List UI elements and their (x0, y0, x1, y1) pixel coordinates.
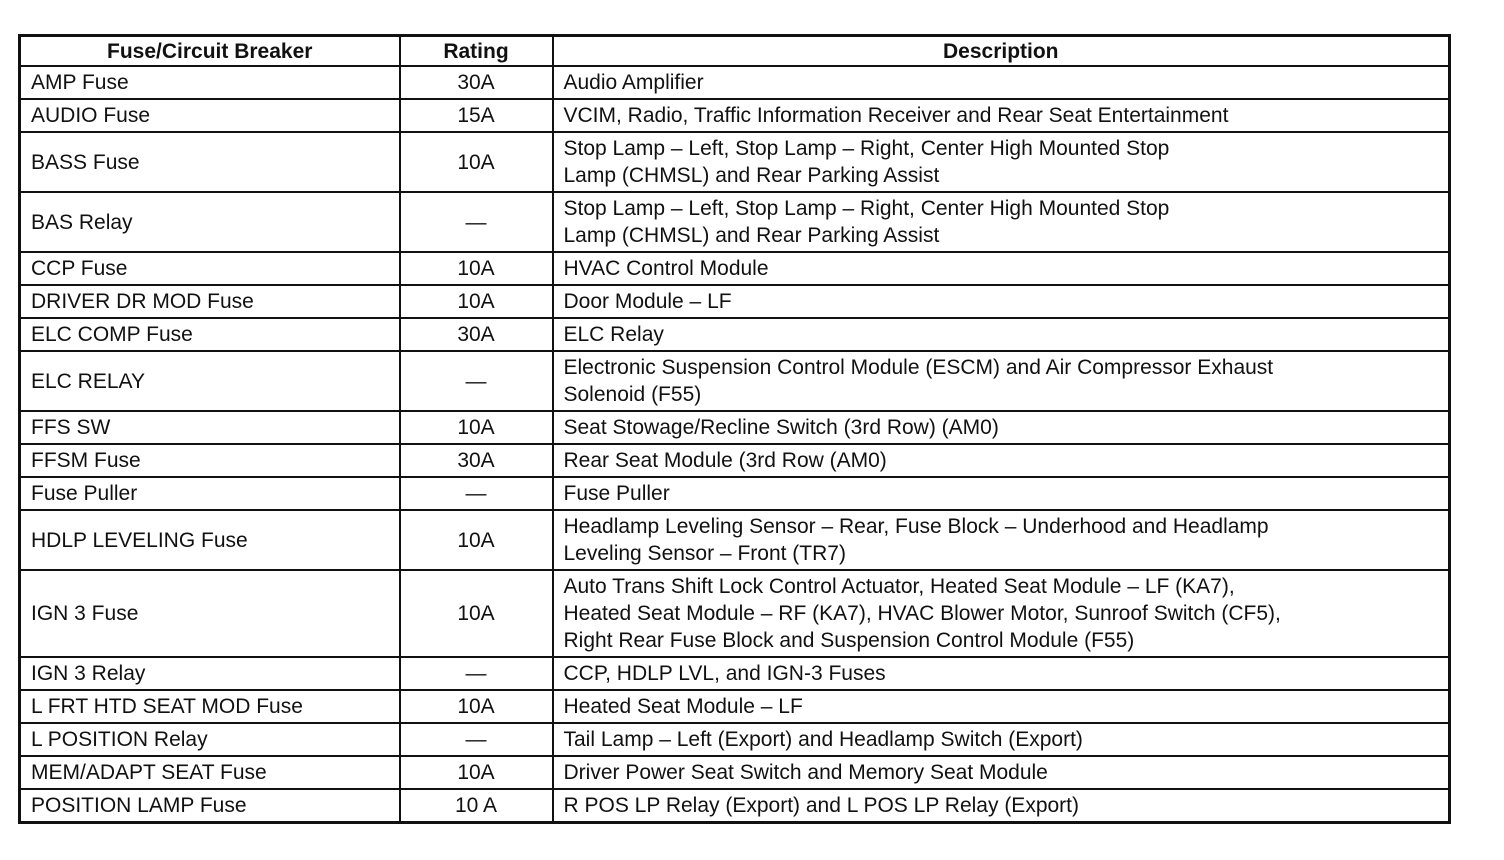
table-body (20, 66, 1450, 823)
header-description: Description (553, 36, 1450, 67)
table-row (20, 510, 1450, 570)
rating-cell: 30A (400, 444, 553, 477)
fuse-name-cell: IGN 3 Fuse (20, 570, 400, 657)
table-row (20, 690, 1450, 723)
description-line: Electronic Suspension Control Module (ESCM) and Air Compressor Exhaust (563, 356, 1274, 379)
description-line: Lamp (CHMSL) and Rear Parking Assist (563, 164, 940, 187)
rating-cell: 10A (400, 570, 553, 657)
description-line: Seat Stowage/Recline Switch (3rd Row) (AM0) (563, 416, 999, 439)
table-row (20, 570, 1450, 657)
table-row (20, 789, 1450, 823)
description-line: Stop Lamp – Left, Stop Lamp – Right, Center High Mounted Stop (563, 197, 1170, 220)
rating-cell: — (400, 723, 553, 756)
rating-cell: 30A (400, 66, 553, 99)
description-cell (553, 351, 1450, 411)
fuse-name-cell: L FRT HTD SEAT MOD Fuse (20, 690, 400, 723)
description-cell (553, 192, 1450, 252)
description-cell (553, 690, 1450, 723)
description-line: Right Rear Fuse Block and Suspension Control Module (F55) (563, 629, 1135, 652)
table-row (20, 351, 1450, 411)
fuse-name-cell: BAS Relay (20, 192, 400, 252)
table-row (20, 99, 1450, 132)
description-line: R POS LP Relay (Export) and L POS LP Relay (Export) (563, 794, 1079, 817)
table-row (20, 477, 1450, 510)
description-line: Rear Seat Module (3rd Row (AM0) (563, 449, 887, 472)
fuse-name-cell: AMP Fuse (20, 66, 400, 99)
table-row (20, 657, 1450, 690)
fuse-name-cell: POSITION LAMP Fuse (20, 789, 400, 823)
description-line: Stop Lamp – Left, Stop Lamp – Right, Center High Mounted Stop (563, 137, 1170, 160)
fuse-name-cell: HDLP LEVELING Fuse (20, 510, 400, 570)
table-row (20, 318, 1450, 351)
description-line: VCIM, Radio, Traffic Information Receiver and Rear Seat Entertainment (563, 104, 1229, 127)
rating-cell: 10A (400, 756, 553, 789)
fuse-name-cell: AUDIO Fuse (20, 99, 400, 132)
description-cell (553, 252, 1450, 285)
rating-cell: — (400, 351, 553, 411)
table-header (20, 36, 1450, 67)
rating-cell: — (400, 192, 553, 252)
table-row (20, 444, 1450, 477)
rating-cell: — (400, 657, 553, 690)
description-cell (553, 318, 1450, 351)
rating-cell: — (400, 477, 553, 510)
description-cell (553, 789, 1450, 823)
description-cell (553, 285, 1450, 318)
rating-cell: 10A (400, 285, 553, 318)
description-line: Tail Lamp – Left (Export) and Headlamp Switch (Export) (563, 728, 1083, 751)
fuse-name-cell: ELC RELAY (20, 351, 400, 411)
fuse-name-cell: Fuse Puller (20, 477, 400, 510)
rating-cell: 15A (400, 99, 553, 132)
description-cell (553, 411, 1450, 444)
table-row (20, 192, 1450, 252)
description-cell (553, 132, 1450, 192)
description-cell (553, 570, 1450, 657)
table-row (20, 132, 1450, 192)
description-cell (553, 657, 1450, 690)
description-line: Heated Seat Module – LF (563, 695, 803, 718)
description-cell (553, 444, 1450, 477)
header-rating: Rating (400, 36, 553, 67)
table-row (20, 411, 1450, 444)
rating-cell: 10A (400, 510, 553, 570)
header-fuse-circuit-breaker: Fuse/Circuit Breaker (20, 36, 400, 67)
fuse-name-cell: ELC COMP Fuse (20, 318, 400, 351)
fuse-table (18, 34, 1451, 824)
description-line: Leveling Sensor – Front (TR7) (563, 542, 846, 565)
description-cell (553, 477, 1450, 510)
fuse-name-cell: DRIVER DR MOD Fuse (20, 285, 400, 318)
description-line: Audio Amplifier (563, 71, 704, 94)
description-cell (553, 723, 1450, 756)
description-line: Headlamp Leveling Sensor – Rear, Fuse Block – Underhood and Headlamp (563, 515, 1269, 538)
header-row (20, 36, 1450, 67)
table-row (20, 252, 1450, 285)
description-line: Auto Trans Shift Lock Control Actuator, Heated Seat Module – LF (KA7), (563, 575, 1235, 598)
description-line: Driver Power Seat Switch and Memory Seat Module (563, 761, 1048, 784)
table-row (20, 285, 1450, 318)
rating-cell: 30A (400, 318, 553, 351)
rating-cell: 10A (400, 690, 553, 723)
description-line: Solenoid (F55) (563, 383, 702, 406)
description-cell (553, 510, 1450, 570)
description-line: Door Module – LF (563, 290, 732, 313)
fuse-name-cell: IGN 3 Relay (20, 657, 400, 690)
description-line: Fuse Puller (563, 482, 670, 505)
description-cell (553, 756, 1450, 789)
table-row (20, 756, 1450, 789)
description-line: Lamp (CHMSL) and Rear Parking Assist (563, 224, 940, 247)
fuse-name-cell: BASS Fuse (20, 132, 400, 192)
description-line: ELC Relay (563, 323, 664, 346)
fuse-name-cell: L POSITION Relay (20, 723, 400, 756)
table-row (20, 723, 1450, 756)
fuse-name-cell: MEM/ADAPT SEAT Fuse (20, 756, 400, 789)
rating-cell: 10A (400, 411, 553, 444)
description-line: HVAC Control Module (563, 257, 769, 280)
rating-cell: 10 A (400, 789, 553, 823)
description-cell (553, 99, 1450, 132)
description-line: Heated Seat Module – RF (KA7), HVAC Blower Motor, Sunroof Switch (CF5), (563, 602, 1281, 625)
fuse-name-cell: FFS SW (20, 411, 400, 444)
table-row (20, 66, 1450, 99)
rating-cell: 10A (400, 132, 553, 192)
rating-cell: 10A (400, 252, 553, 285)
description-line: CCP, HDLP LVL, and IGN-3 Fuses (563, 662, 886, 685)
fuse-name-cell: FFSM Fuse (20, 444, 400, 477)
description-cell (553, 66, 1450, 99)
fuse-name-cell: CCP Fuse (20, 252, 400, 285)
